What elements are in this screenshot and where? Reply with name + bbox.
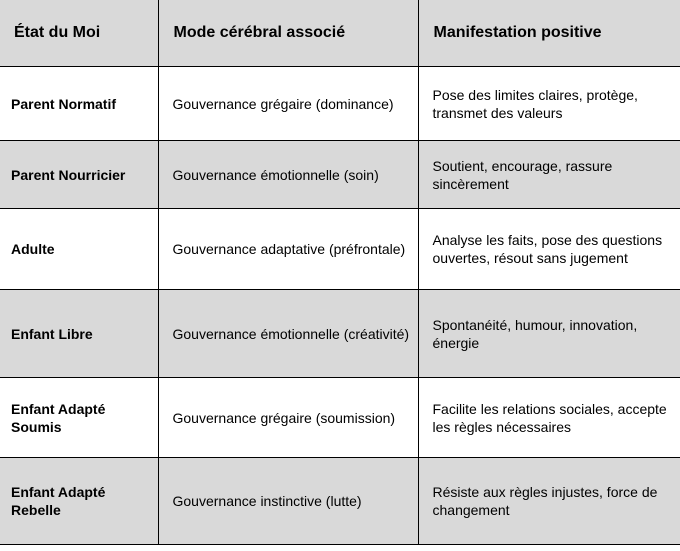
- ego-state-cell: Parent Normatif: [0, 67, 158, 141]
- manifestation-cell: Résiste aux règles injustes, force de changement: [418, 458, 680, 545]
- manifestation-cell: Analyse les faits, pose des questions ouvertes, résout sans jugement: [418, 209, 680, 290]
- ego-state-cell: Enfant Adapté Soumis: [0, 378, 158, 458]
- table-row: [0, 67, 680, 141]
- column-header-positive-manifestation: Manifestation positive: [418, 0, 680, 67]
- manifestation-cell: Pose des limites claires, protège, transmet des valeurs: [418, 67, 680, 141]
- table-row: [0, 141, 680, 209]
- column-header-brain-mode: Mode cérébral associé: [158, 0, 418, 67]
- table-header-row: [0, 0, 680, 67]
- brain-mode-cell: Gouvernance adaptative (préfrontale): [158, 209, 418, 290]
- brain-mode-cell: Gouvernance grégaire (dominance): [158, 67, 418, 141]
- table-row: [0, 458, 680, 545]
- brain-mode-cell: Gouvernance émotionnelle (créativité): [158, 290, 418, 378]
- table-row: [0, 290, 680, 378]
- manifestation-cell: Soutient, encourage, rassure sincèrement: [418, 141, 680, 209]
- ego-state-cell: Enfant Adapté Rebelle: [0, 458, 158, 545]
- manifestation-cell: Spontanéité, humour, innovation, énergie: [418, 290, 680, 378]
- brain-mode-cell: Gouvernance émotionnelle (soin): [158, 141, 418, 209]
- manifestation-cell: Facilite les relations sociales, accepte les règles nécessaires: [418, 378, 680, 458]
- column-header-ego-state: État du Moi: [0, 0, 158, 67]
- ego-state-cell: Enfant Libre: [0, 290, 158, 378]
- brain-mode-cell: Gouvernance instinctive (lutte): [158, 458, 418, 545]
- table-row: [0, 378, 680, 458]
- ego-state-cell: Parent Nourricier: [0, 141, 158, 209]
- table-row: [0, 209, 680, 290]
- brain-mode-cell: Gouvernance grégaire (soumission): [158, 378, 418, 458]
- ego-state-cell: Adulte: [0, 209, 158, 290]
